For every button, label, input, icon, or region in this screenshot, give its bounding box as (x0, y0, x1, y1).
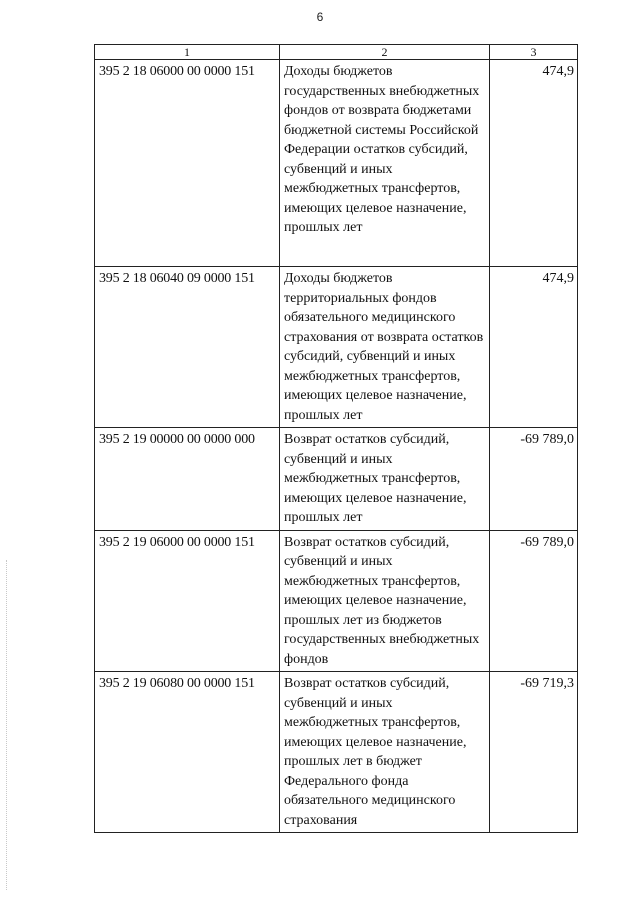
amount: -69 719,3 (490, 672, 578, 833)
column-header-2: 2 (280, 45, 490, 60)
table-row (95, 428, 578, 531)
amount: -69 789,0 (490, 428, 578, 531)
income-description: Возврат остатков субсидий, субвенций и иных межбюджетных трансфертов, имеющих целевое назначение, прошлых лет в бюджет Федерального фонда обязательного медицинского страхования (280, 672, 490, 833)
budget-code: 395 2 18 06000 00 0000 151 (95, 60, 280, 267)
amount: 474,9 (490, 60, 578, 267)
table-row (95, 60, 578, 267)
amount: -69 789,0 (490, 530, 578, 672)
table-row (95, 530, 578, 672)
income-description: Возврат остатков субсидий, субвенций и иных межбюджетных трансфертов, имеющих целевое назначение, прошлых лет из бюджетов государственных внебюджетных фондов (280, 530, 490, 672)
budget-code: 395 2 19 06080 00 0000 151 (95, 672, 280, 833)
column-header-3: 3 (490, 45, 578, 60)
page-number: 6 (316, 10, 324, 24)
budget-code: 395 2 18 06040 09 0000 151 (95, 267, 280, 428)
income-description: Доходы бюджетов государственных внебюджетных фондов от возврата бюджетами бюджетной системы Российской Федерации остатков субсидий, субвенций и иных межбюджетных трансфертов, имеющих целевое назначение, прошлых лет (280, 60, 490, 267)
budget-code: 395 2 19 00000 00 0000 000 (95, 428, 280, 531)
table-row (95, 672, 578, 833)
table-row (95, 267, 578, 428)
budget-table (94, 44, 578, 833)
table-header-row (95, 45, 578, 60)
income-description: Доходы бюджетов территориальных фондов обязательного медицинского страхования от возврата остатков субсидий, субвенций и иных межбюджетных трансфертов, имеющих целевое назначение, прошлых лет (280, 267, 490, 428)
budget-code: 395 2 19 06000 00 0000 151 (95, 530, 280, 672)
scan-edge-artifact (6, 560, 8, 890)
income-description: Возврат остатков субсидий, субвенций и иных межбюджетных трансфертов, имеющих целевое назначение, прошлых лет (280, 428, 490, 531)
column-header-1: 1 (95, 45, 280, 60)
amount: 474,9 (490, 267, 578, 428)
